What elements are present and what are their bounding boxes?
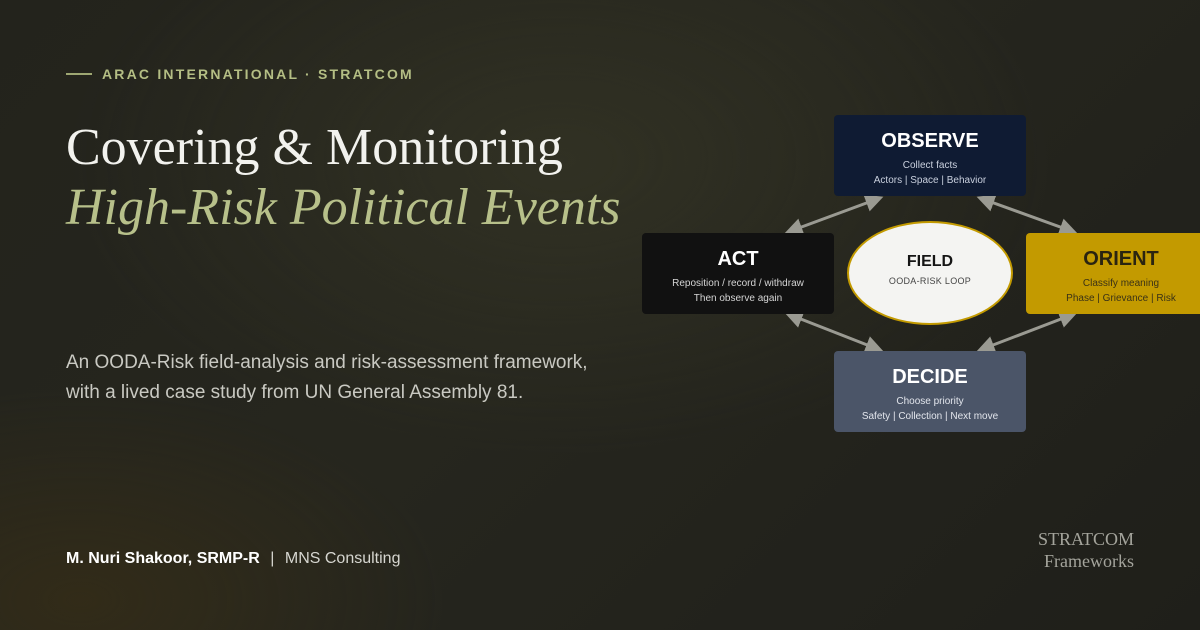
node-act bbox=[642, 233, 834, 314]
node-decide-label: DECIDE bbox=[892, 366, 968, 388]
node-orient bbox=[1026, 233, 1200, 314]
node-observe-line-1: Collect facts bbox=[902, 160, 958, 171]
arrow-orient-decide bbox=[980, 314, 1074, 350]
node-observe bbox=[834, 115, 1026, 196]
brand-line-2: Frameworks bbox=[1044, 551, 1134, 571]
node-decide-line-2: Safety | Collection | Next move bbox=[861, 411, 999, 422]
center-label: FIELD bbox=[906, 253, 954, 270]
node-observe-line-2: Actors | Space | Behavior bbox=[873, 175, 987, 186]
arrow-observe-orient bbox=[980, 198, 1074, 232]
arrow-decide-act bbox=[788, 314, 880, 350]
title-line-2: High-Risk Political Events bbox=[66, 179, 621, 236]
lead-paragraph: An OODA-Risk field-analysis and risk-assessment framework, with a lived case study from UN General Assembly 81. bbox=[66, 352, 588, 403]
author-org: MNS Consulting bbox=[284, 550, 401, 567]
eyebrow-text: ARAC INTERNATIONAL · STRATCOM bbox=[102, 66, 414, 82]
node-decide bbox=[834, 351, 1026, 432]
author-separator: | bbox=[270, 550, 275, 567]
node-observe-label: OBSERVE bbox=[881, 130, 979, 152]
node-act-label: ACT bbox=[717, 248, 759, 270]
node-orient-line-1: Classify meaning bbox=[1082, 278, 1160, 289]
node-act-line-1: Reposition / record / withdraw bbox=[672, 278, 804, 289]
title-line-1: Covering & Monitoring bbox=[66, 119, 563, 176]
arrow-act-observe bbox=[788, 198, 880, 232]
node-orient-line-2: Phase | Grievance | Risk bbox=[1066, 293, 1176, 304]
center-sublabel: OODA-RISK LOOP bbox=[888, 276, 972, 286]
node-decide-line-1: Choose priority bbox=[896, 396, 964, 407]
node-act-line-2: Then observe again bbox=[693, 293, 783, 304]
node-orient-label: ORIENT bbox=[1083, 248, 1159, 270]
author-name: M. Nuri Shakoor, SRMP-R bbox=[66, 550, 260, 567]
brand-line-1: STRATCOM bbox=[1037, 529, 1134, 549]
center-field-node bbox=[847, 221, 1013, 325]
